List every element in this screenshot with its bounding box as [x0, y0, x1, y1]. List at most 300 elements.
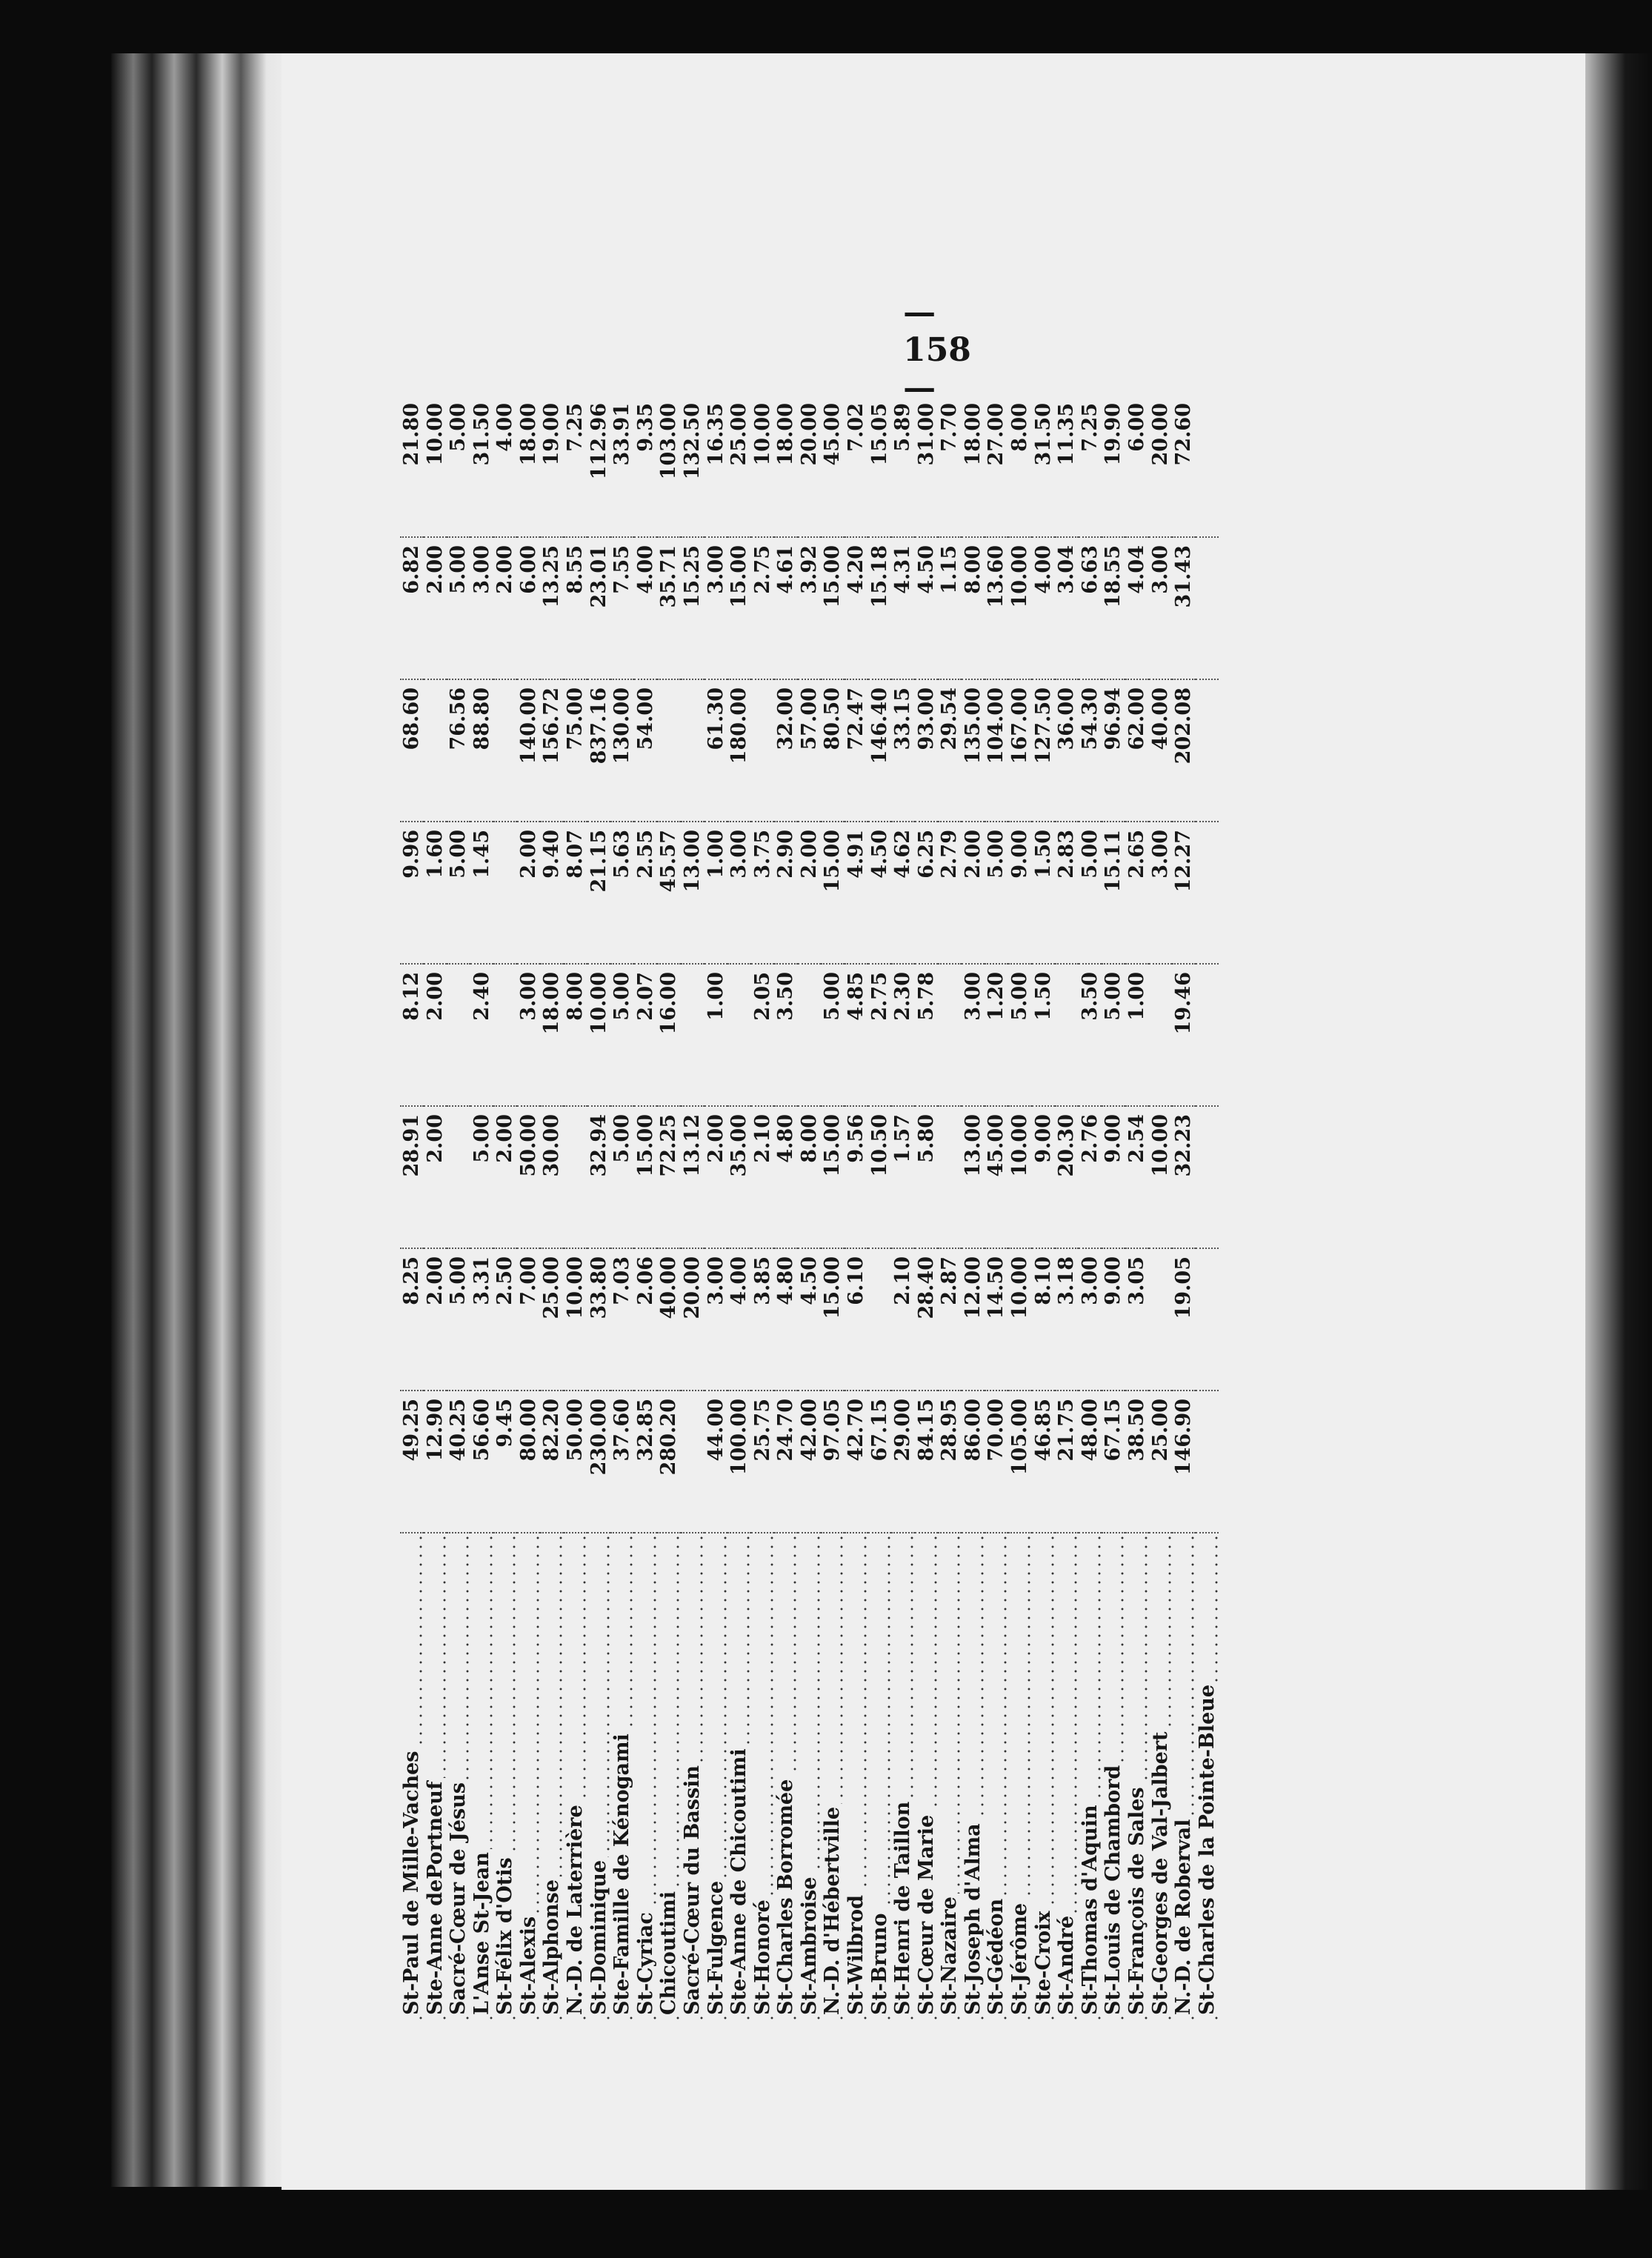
amount-cell-c2: 3.31 [470, 1248, 494, 1391]
parish-name: St-Ambroise [798, 1874, 821, 2015]
amount-cell-c4: 3.00 [962, 964, 985, 1106]
amount-cell-c3: 2.00 [705, 1106, 728, 1248]
amount-cell-c3: 13.00 [962, 1106, 985, 1248]
amount-cell-c8: 18.00 [962, 396, 985, 537]
amount-cell-c4: 8.00 [564, 964, 587, 1106]
amount-cell-c5: 5.00 [1079, 822, 1102, 964]
amount-cell-c7: 8.55 [564, 537, 587, 679]
amount-cell-c1: 80.00 [517, 1391, 541, 1533]
amount-cell-c3: 2.54 [1125, 1106, 1149, 1248]
table-row [727, 396, 751, 2022]
amount-cell-c5: 4.50 [868, 822, 892, 964]
amount-cell-c8: 33.91 [610, 396, 634, 537]
amount-cell-c8: 10.00 [751, 396, 775, 537]
amount-cell-c3: 10.50 [868, 1106, 892, 1248]
amount-cell-c8: 103.00 [657, 396, 681, 537]
table-row [1102, 396, 1125, 2022]
parish-name: St-Charles de la Pointe-Bleue [1196, 1682, 1219, 2015]
amount-cell-c1: 67.15 [1102, 1391, 1125, 1533]
parish-name-cell [962, 1533, 985, 2022]
amount-cell-c7: 31.43 [1172, 537, 1196, 679]
parish-name-cell [868, 1533, 892, 2022]
parish-name-cell [705, 1533, 728, 2022]
amount-cell-c4 [798, 964, 822, 1106]
parish-name: St-Cœur de Marie [915, 1812, 938, 2015]
amount-cell-c2: 12.00 [962, 1248, 985, 1391]
parish-name-cell [470, 1533, 494, 2022]
amount-cell-c5: 2.83 [1055, 822, 1079, 964]
amount-cell-c4 [938, 964, 962, 1106]
amount-cell-c7: 18.55 [1102, 537, 1125, 679]
amount-cell-c6: 57.00 [798, 679, 822, 822]
parish-name-cell [891, 1533, 915, 2022]
parish-name-cell [798, 1533, 822, 2022]
amount-cell-c5: 5.00 [985, 822, 1008, 964]
parish-name: St-Jérôme [1008, 1900, 1031, 2015]
table-row [774, 396, 798, 2022]
amount-cell-c1: 38.50 [1125, 1391, 1149, 1533]
amount-cell-c8: 7.70 [938, 396, 962, 537]
parish-name: St-Nazaire [938, 1894, 961, 2015]
amount-cell-c7: 5.00 [447, 537, 470, 679]
amount-cell-c4 [1055, 964, 1079, 1106]
amount-cell-c5: 2.00 [517, 822, 541, 964]
amount-cell-c4: 3.00 [517, 964, 541, 1106]
amount-cell-c6: 140.00 [517, 679, 541, 822]
amount-cell-c8: 9.35 [634, 396, 658, 537]
amount-cell-c3: 45.00 [985, 1106, 1008, 1248]
amount-cell-c2: 28.40 [915, 1248, 939, 1391]
amount-cell-c8: 20.00 [798, 396, 822, 537]
amount-cell-c3: 5.00 [470, 1106, 494, 1248]
parish-name: St-Cyriac [634, 1909, 657, 2015]
table-row [470, 396, 494, 2022]
amount-cell-c8: 31.00 [915, 396, 939, 537]
parish-name-cell [1125, 1533, 1149, 2022]
amount-cell-c4: 18.00 [540, 964, 564, 1106]
amount-cell-c8: 45.00 [821, 396, 845, 537]
amount-cell-c4: 3.50 [774, 964, 798, 1106]
amount-cell-c4: 2.00 [424, 964, 447, 1106]
table-row [845, 396, 868, 2022]
amount-cell-c4: 2.30 [891, 964, 915, 1106]
amount-cell-c3: 5.80 [915, 1106, 939, 1248]
table-row [868, 396, 892, 2022]
amount-cell-c1: 29.00 [891, 1391, 915, 1533]
amount-cell-c1: 28.95 [938, 1391, 962, 1533]
table-row [821, 396, 845, 2022]
amount-cell-c7: 8.00 [962, 537, 985, 679]
amount-cell-c8: 10.00 [424, 396, 447, 537]
amount-cell-c2 [1196, 1248, 1219, 1391]
parish-name-cell [1055, 1533, 1079, 2022]
amount-cell-c3 [447, 1106, 470, 1248]
amount-cell-c1: 49.25 [400, 1391, 424, 1533]
amount-cell-c3: 4.80 [774, 1106, 798, 1248]
amount-cell-c2: 4.50 [798, 1248, 822, 1391]
parish-name-cell [1149, 1533, 1173, 2022]
amount-cell-c5: 21.15 [587, 822, 611, 964]
amount-cell-c4: 1.20 [985, 964, 1008, 1106]
amount-cell-c6: 135.00 [962, 679, 985, 822]
amount-cell-c7: 4.04 [1125, 537, 1149, 679]
amount-cell-c6: 68.60 [400, 679, 424, 822]
amount-cell-c2: 7.03 [610, 1248, 634, 1391]
amount-cell-c2: 6.10 [845, 1248, 868, 1391]
parish-name-cell [915, 1533, 939, 2022]
amount-cell-c2: 3.00 [1079, 1248, 1102, 1391]
amount-cell-c3: 50.00 [517, 1106, 541, 1248]
parish-name-cell [1032, 1533, 1056, 2022]
amount-cell-c2: 33.80 [587, 1248, 611, 1391]
parish-name: St-Wilbrod [845, 1892, 867, 2015]
amount-cell-c5: 2.79 [938, 822, 962, 964]
amount-cell-c7: 3.04 [1055, 537, 1079, 679]
amount-cell-c3: 30.00 [540, 1106, 564, 1248]
amount-cell-c5: 9.00 [1008, 822, 1032, 964]
parish-name: Ste-Anne dePortneuf [424, 1778, 447, 2015]
amount-cell-c8: 21.80 [400, 396, 424, 537]
parish-name: St-André [1055, 1913, 1078, 2015]
amount-cell-c8: 7.25 [1079, 396, 1102, 537]
parish-name: St-François de Sales [1125, 1784, 1148, 2015]
amount-cell-c8: 7.25 [564, 396, 587, 537]
amount-cell-c1: 40.25 [447, 1391, 470, 1533]
amount-cell-c6: 167.00 [1008, 679, 1032, 822]
amount-cell-c4: 2.07 [634, 964, 658, 1106]
amount-cell-c7: 6.00 [517, 537, 541, 679]
amount-cell-c5: 6.25 [915, 822, 939, 964]
amount-cell-c1: 97.05 [821, 1391, 845, 1533]
amount-cell-c2: 10.00 [564, 1248, 587, 1391]
parish-name: Chicoutimi [657, 1888, 680, 2015]
amount-cell-c2: 8.25 [400, 1248, 424, 1391]
amount-cell-c8: 16.35 [705, 396, 728, 537]
table-row [985, 396, 1008, 2022]
amount-cell-c4 [1196, 964, 1219, 1106]
amount-cell-c7: 3.00 [470, 537, 494, 679]
amount-cell-c5: 9.96 [400, 822, 424, 964]
amount-cell-c7: 4.50 [915, 537, 939, 679]
parish-name: N.-D. d'Hébertville [821, 1804, 844, 2015]
amount-cell-c4: 19.46 [1172, 964, 1196, 1106]
amount-cell-c5: 13.00 [681, 822, 705, 964]
amount-cell-c7: 3.00 [1149, 537, 1173, 679]
table-row [400, 396, 424, 2022]
parish-name-cell [634, 1533, 658, 2022]
parish-name-cell [517, 1533, 541, 2022]
amount-cell-c3 [564, 1106, 587, 1248]
amount-cell-c3: 2.00 [493, 1106, 517, 1248]
amount-cell-c2: 4.80 [774, 1248, 798, 1391]
parish-name: St-Louis de Chambord [1102, 1762, 1125, 2015]
amount-cell-c6: 72.47 [845, 679, 868, 822]
amount-cell-c8: 27.00 [985, 396, 1008, 537]
amount-cell-c1: 32.85 [634, 1391, 658, 1533]
table-row [798, 396, 822, 2022]
amount-cell-c1: 12.90 [424, 1391, 447, 1533]
amount-cell-c1: 21.75 [1055, 1391, 1079, 1533]
amount-cell-c5: 9.40 [540, 822, 564, 964]
parish-name-cell [774, 1533, 798, 2022]
amount-cell-c2: 2.50 [493, 1248, 517, 1391]
amount-cell-c2: 2.10 [891, 1248, 915, 1391]
amount-cell-c1: 50.00 [564, 1391, 587, 1533]
amount-cell-c3: 15.00 [634, 1106, 658, 1248]
parish-name: St-Paul de Mille-Vaches [400, 1748, 423, 2015]
amount-cell-c8: 5.89 [891, 396, 915, 537]
parish-name: St-Alexis [517, 1914, 540, 2015]
amount-cell-c1: 70.00 [985, 1391, 1008, 1533]
parish-name: St-Charles Borromée [774, 1776, 797, 2015]
amount-cell-c5 [493, 822, 517, 964]
table-row [1196, 396, 1219, 2022]
amount-cell-c1: 105.00 [1008, 1391, 1032, 1533]
parish-name-cell [845, 1533, 868, 2022]
amount-cell-c4: 10.00 [587, 964, 611, 1106]
amount-cell-c8 [1196, 396, 1219, 537]
amount-cell-c4: 2.75 [868, 964, 892, 1106]
amount-cell-c3: 10.00 [1008, 1106, 1032, 1248]
amount-cell-c4 [493, 964, 517, 1106]
amount-cell-c1: 230.00 [587, 1391, 611, 1533]
amount-cell-c4 [447, 964, 470, 1106]
parish-name: Ste-Famille de Kénogami [610, 1731, 633, 2015]
amount-cell-c4: 16.00 [657, 964, 681, 1106]
amount-cell-c5: 3.00 [727, 822, 751, 964]
amount-cell-c7: 4.61 [774, 537, 798, 679]
amount-cell-c1: 86.00 [962, 1391, 985, 1533]
amount-cell-c6: 40.00 [1149, 679, 1173, 822]
amount-cell-c6: 202.08 [1172, 679, 1196, 822]
amount-cell-c4: 5.00 [610, 964, 634, 1106]
amount-cell-c1: 84.15 [915, 1391, 939, 1533]
amount-cell-c4 [1149, 964, 1173, 1106]
table-row [493, 396, 517, 2022]
amount-cell-c4: 5.00 [1102, 964, 1125, 1106]
parish-table [400, 396, 1219, 2022]
amount-cell-c3: 9.00 [1102, 1106, 1125, 1248]
table-row [517, 396, 541, 2022]
amount-cell-c3: 9.00 [1032, 1106, 1056, 1248]
parish-name-cell [610, 1533, 634, 2022]
page-number: — 158 — [903, 293, 971, 407]
amount-cell-c2: 7.00 [517, 1248, 541, 1391]
amount-cell-c8: 18.00 [774, 396, 798, 537]
amount-cell-c2: 3.05 [1125, 1248, 1149, 1391]
amount-cell-c8: 31.50 [1032, 396, 1056, 537]
amount-cell-c8: 31.50 [470, 396, 494, 537]
amount-cell-c6: 29.54 [938, 679, 962, 822]
amount-cell-c7: 23.01 [587, 537, 611, 679]
page-edge [111, 53, 296, 2187]
parish-name: L'Anse St-Jean [470, 1849, 493, 2015]
amount-cell-c2: 3.18 [1055, 1248, 1079, 1391]
amount-cell-c6 [657, 679, 681, 822]
table-row [1125, 396, 1149, 2022]
amount-cell-c6: 180.00 [727, 679, 751, 822]
amount-cell-c4: 1.00 [1125, 964, 1149, 1106]
amount-cell-c2: 4.00 [727, 1248, 751, 1391]
parish-name: N.-D. de Laterrière [564, 1802, 587, 2015]
amount-cell-c3: 28.91 [400, 1106, 424, 1248]
amount-cell-c6: 33.15 [891, 679, 915, 822]
parish-name: Sacré-Cœur de Jésus [447, 1779, 470, 2015]
table-row [705, 396, 728, 2022]
amount-cell-c1: 9.45 [493, 1391, 517, 1533]
parish-name-cell [681, 1533, 705, 2022]
amount-cell-c5: 45.57 [657, 822, 681, 964]
amount-cell-c5: 1.45 [470, 822, 494, 964]
amount-cell-c6: 146.40 [868, 679, 892, 822]
table-row [962, 396, 985, 2022]
amount-cell-c5: 2.90 [774, 822, 798, 964]
amount-cell-c8: 72.60 [1172, 396, 1196, 537]
table-row [540, 396, 564, 2022]
parish-table-body [400, 396, 1219, 2022]
amount-cell-c5: 1.60 [424, 822, 447, 964]
amount-cell-c7: 6.63 [1079, 537, 1102, 679]
amount-cell-c7: 2.00 [424, 537, 447, 679]
parish-name: St-Georges de Val-Jalbert [1149, 1729, 1172, 2015]
amount-cell-c4: 1.00 [705, 964, 728, 1106]
amount-cell-c4 [727, 964, 751, 1106]
amount-cell-c7: 2.75 [751, 537, 775, 679]
amount-cell-c6: 76.56 [447, 679, 470, 822]
table-row [1032, 396, 1056, 2022]
amount-cell-c1: 100.00 [727, 1391, 751, 1533]
amount-cell-c7: 4.00 [1032, 537, 1056, 679]
amount-cell-c5 [1196, 822, 1219, 964]
amount-cell-c1: 56.60 [470, 1391, 494, 1533]
amount-cell-c6: 96.94 [1102, 679, 1125, 822]
table-row [681, 396, 705, 2022]
parish-name-cell [424, 1533, 447, 2022]
amount-cell-c2: 3.85 [751, 1248, 775, 1391]
amount-cell-c2: 19.05 [1172, 1248, 1196, 1391]
parish-name-cell [1172, 1533, 1196, 2022]
amount-cell-c1: 42.70 [845, 1391, 868, 1533]
amount-cell-c3: 5.00 [610, 1106, 634, 1248]
table-row [610, 396, 634, 2022]
amount-cell-c1: 67.15 [868, 1391, 892, 1533]
parish-name-cell [540, 1533, 564, 2022]
parish-name-cell [751, 1533, 775, 2022]
amount-cell-c2: 40.00 [657, 1248, 681, 1391]
amount-cell-c6: 36.00 [1055, 679, 1079, 822]
amount-cell-c6: 75.00 [564, 679, 587, 822]
amount-cell-c5: 8.07 [564, 822, 587, 964]
amount-cell-c7: 15.00 [727, 537, 751, 679]
amount-cell-c3: 32.94 [587, 1106, 611, 1248]
amount-cell-c4: 3.50 [1079, 964, 1102, 1106]
amount-cell-c2 [868, 1248, 892, 1391]
amount-cell-c2: 25.00 [540, 1248, 564, 1391]
page-shadow [1585, 53, 1652, 2190]
amount-cell-c5: 15.11 [1102, 822, 1125, 964]
amount-cell-c6: 62.00 [1125, 679, 1149, 822]
amount-cell-c4: 5.00 [821, 964, 845, 1106]
parish-name: St-Fulgence [705, 1878, 727, 2015]
amount-cell-c7: 35.71 [657, 537, 681, 679]
parish-name-cell [1196, 1533, 1219, 2022]
table-row [657, 396, 681, 2022]
amount-cell-c3: 2.76 [1079, 1106, 1102, 1248]
amount-cell-c5: 5.63 [610, 822, 634, 964]
parish-name: St-Gédéon [985, 1896, 1007, 2015]
amount-cell-c5: 2.65 [1125, 822, 1149, 964]
table-row [1149, 396, 1173, 2022]
parish-name-cell [587, 1533, 611, 2022]
parish-name-cell [1102, 1533, 1125, 2022]
amount-cell-c2: 2.06 [634, 1248, 658, 1391]
amount-cell-c1: 25.75 [751, 1391, 775, 1533]
amount-cell-c7: 1.15 [938, 537, 962, 679]
amount-cell-c3: 10.00 [1149, 1106, 1173, 1248]
table-row [891, 396, 915, 2022]
amount-cell-c8: 5.00 [447, 396, 470, 537]
amount-cell-c7: 13.25 [540, 537, 564, 679]
amount-cell-c2: 9.00 [1102, 1248, 1125, 1391]
amount-cell-c3 [938, 1106, 962, 1248]
amount-cell-c2: 2.00 [424, 1248, 447, 1391]
amount-cell-c5: 5.00 [447, 822, 470, 964]
amount-cell-c4: 5.00 [1008, 964, 1032, 1106]
amount-cell-c6: 61.30 [705, 679, 728, 822]
amount-cell-c2: 5.00 [447, 1248, 470, 1391]
amount-cell-c8: 19.90 [1102, 396, 1125, 537]
amount-cell-c7: 10.00 [1008, 537, 1032, 679]
amount-cell-c6: 54.30 [1079, 679, 1102, 822]
amount-cell-c3 [1196, 1106, 1219, 1248]
amount-cell-c1: 37.60 [610, 1391, 634, 1533]
amount-cell-c2: 15.00 [821, 1248, 845, 1391]
amount-cell-c1: 42.00 [798, 1391, 822, 1533]
amount-cell-c5: 2.00 [962, 822, 985, 964]
parish-name-cell [1008, 1533, 1032, 2022]
amount-cell-c5: 4.62 [891, 822, 915, 964]
amount-cell-c2: 14.50 [985, 1248, 1008, 1391]
parish-name-cell [564, 1533, 587, 2022]
amount-cell-c1: 146.90 [1172, 1391, 1196, 1533]
parish-name: Ste-Anne de Chicoutimi [727, 1745, 750, 2015]
parish-name: Ste-Croix [1032, 1908, 1055, 2015]
amount-cell-c7: 4.20 [845, 537, 868, 679]
amount-cell-c3: 2.00 [424, 1106, 447, 1248]
amount-cell-c8: 19.00 [540, 396, 564, 537]
amount-cell-c2: 8.10 [1032, 1248, 1056, 1391]
amount-cell-c1 [681, 1391, 705, 1533]
amount-cell-c5: 2.55 [634, 822, 658, 964]
parish-name: St-Joseph d'Alma [962, 1820, 985, 2015]
amount-cell-c7: 4.31 [891, 537, 915, 679]
amount-cell-c4: 1.50 [1032, 964, 1056, 1106]
amount-cell-c5: 3.00 [1149, 822, 1173, 964]
amount-cell-c6: 156.72 [540, 679, 564, 822]
amount-cell-c6 [493, 679, 517, 822]
parish-name-cell [938, 1533, 962, 2022]
table-row [447, 396, 470, 2022]
amount-cell-c4: 4.85 [845, 964, 868, 1106]
amount-cell-c6: 93.00 [915, 679, 939, 822]
table-row [564, 396, 587, 2022]
amount-cell-c3: 9.56 [845, 1106, 868, 1248]
parish-name-cell [493, 1533, 517, 2022]
amount-cell-c3: 8.00 [798, 1106, 822, 1248]
amount-cell-c3: 32.23 [1172, 1106, 1196, 1248]
amount-cell-c3: 35.00 [727, 1106, 751, 1248]
amount-cell-c5: 15.00 [821, 822, 845, 964]
